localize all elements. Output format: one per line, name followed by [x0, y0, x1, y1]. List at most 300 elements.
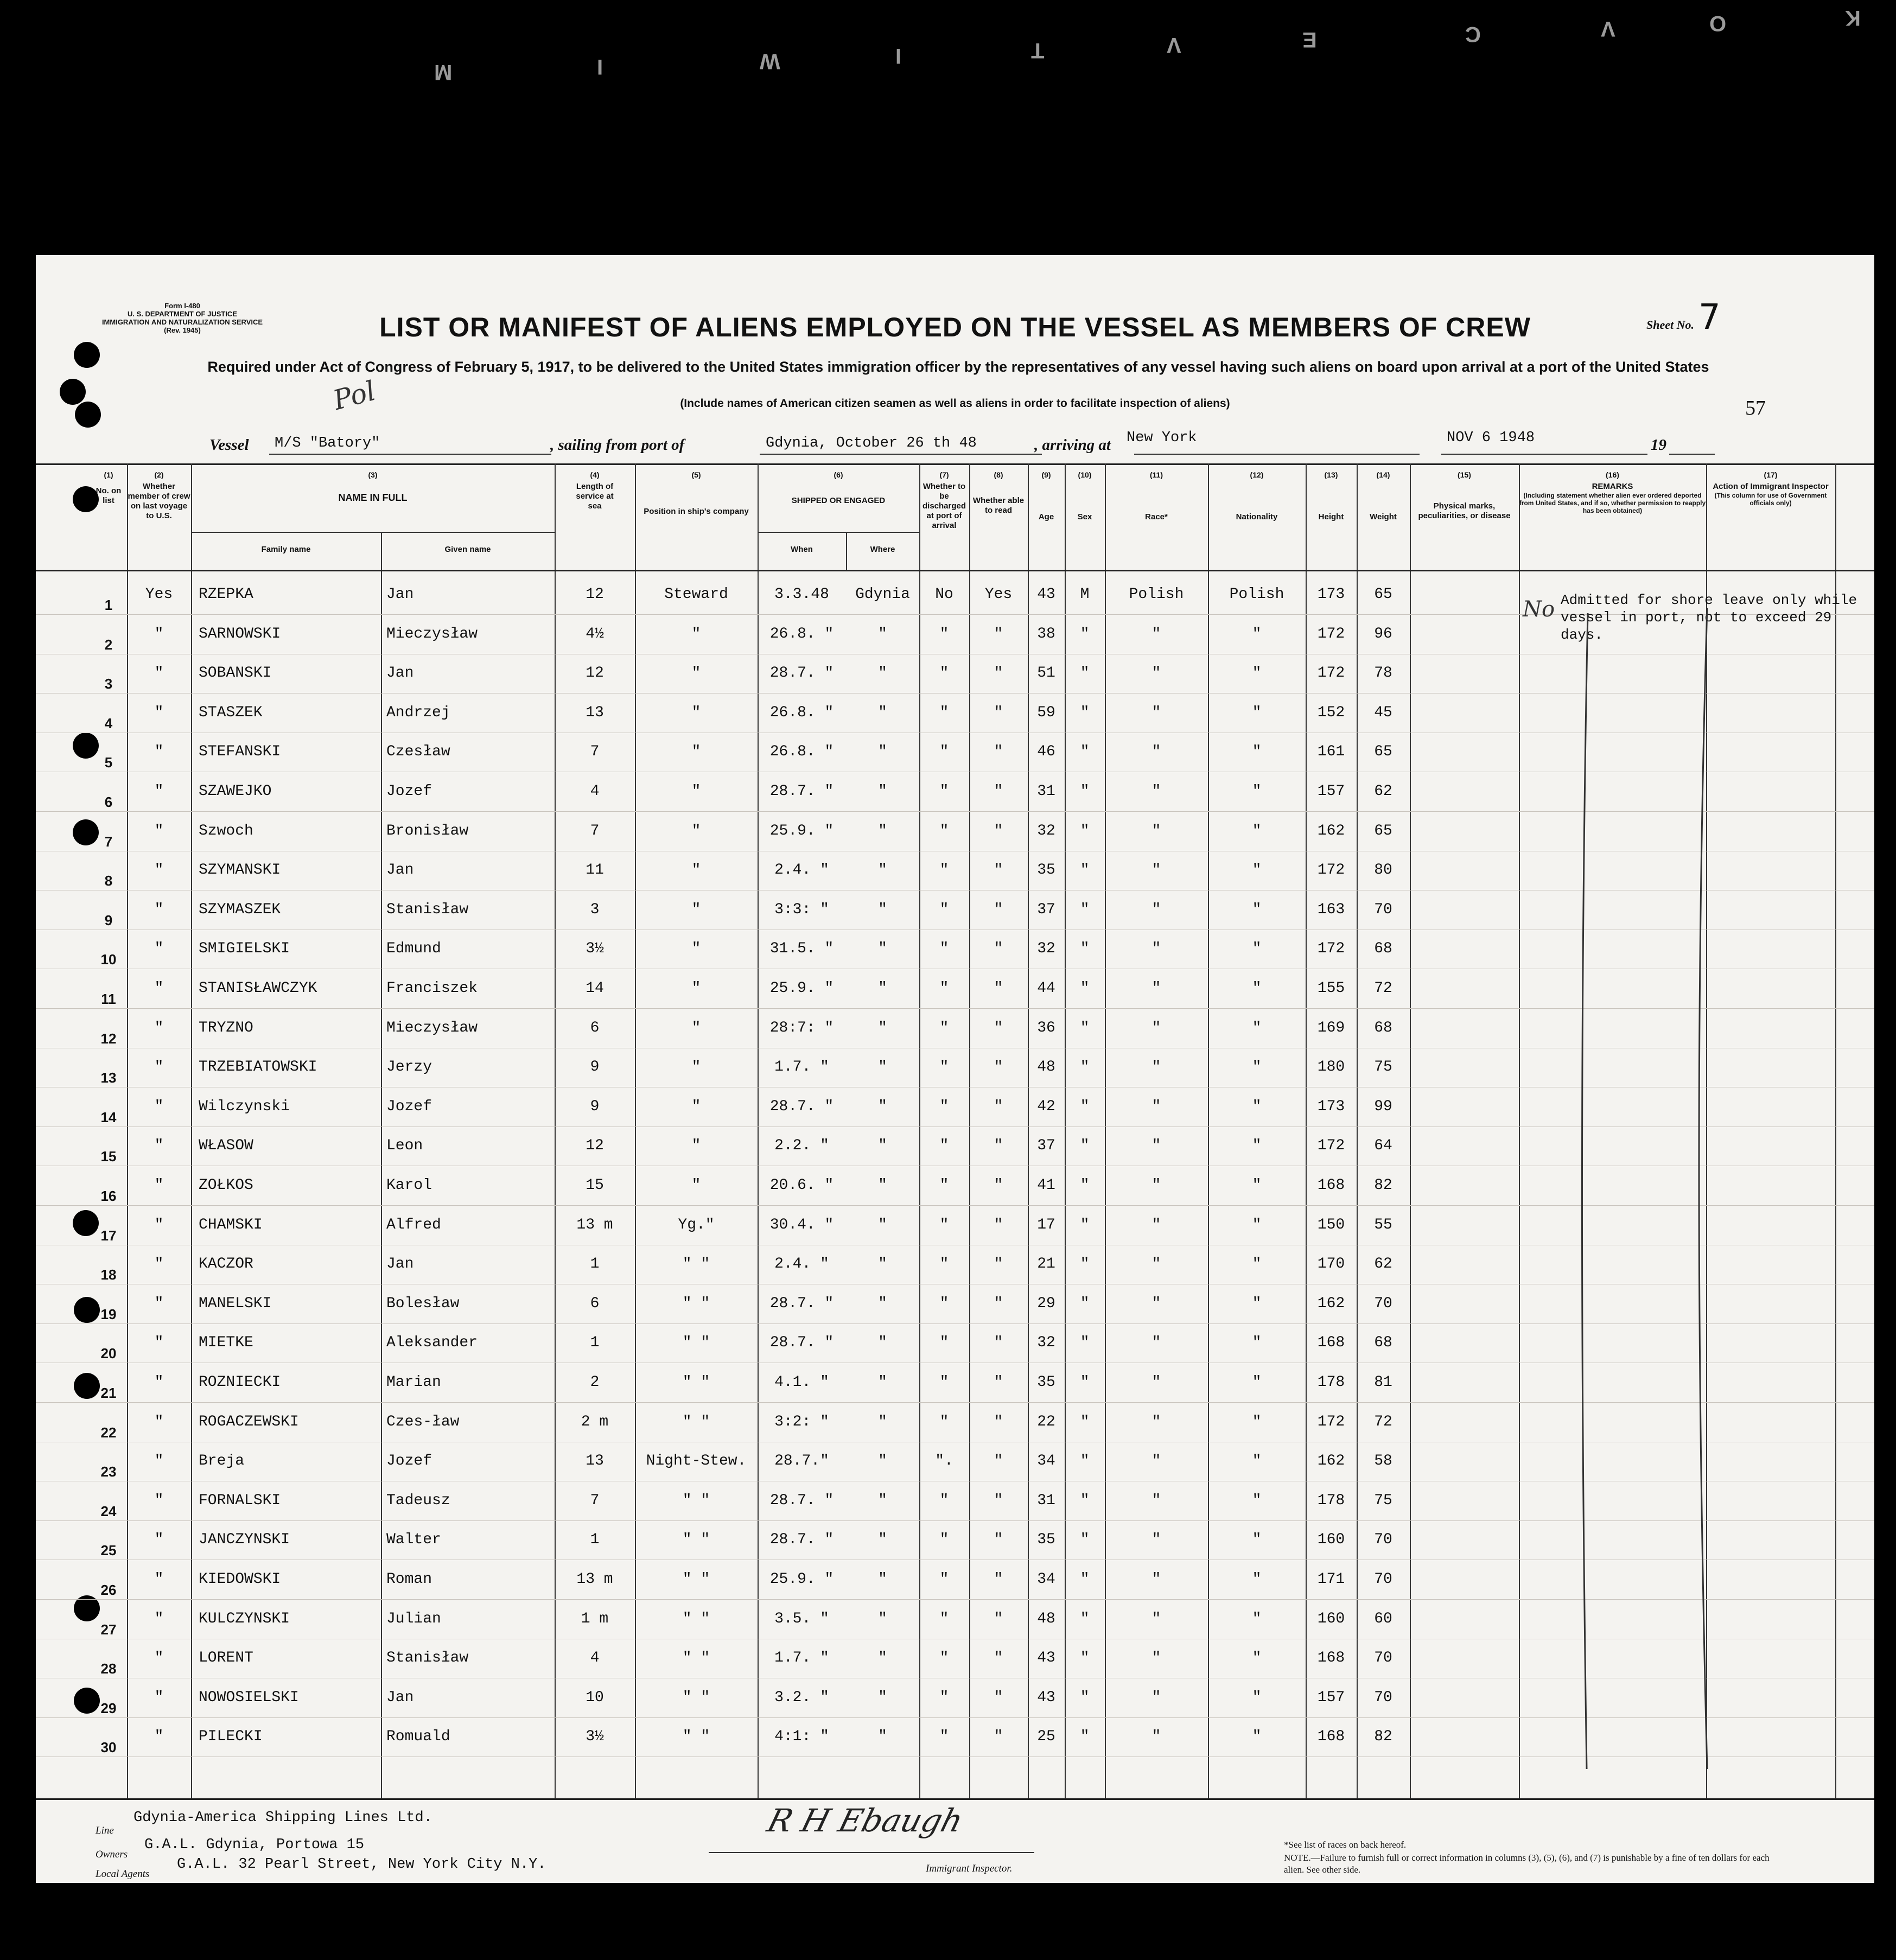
- given-name-cell: Jozef: [386, 1453, 432, 1470]
- family-name-cell: KACZOR: [199, 1256, 253, 1273]
- last-voyage-cell: ": [154, 1413, 164, 1430]
- discharged-cell: ": [939, 1610, 949, 1627]
- height-cell: 157: [1317, 783, 1345, 800]
- age-cell: 48: [1037, 1610, 1055, 1627]
- race-cell: ": [1151, 1295, 1161, 1312]
- discharged-cell: ": [939, 783, 949, 800]
- shipped-where-cell: ": [878, 704, 887, 721]
- shipped-when-cell: 3:2: ": [774, 1413, 829, 1430]
- discharged-cell: ": [939, 1492, 949, 1509]
- race-cell: ": [1151, 1256, 1161, 1273]
- able-to-read-cell: ": [994, 1256, 1003, 1273]
- given-name-cell: Jan: [386, 1256, 414, 1273]
- discharged-cell: ": [939, 743, 949, 761]
- sex-cell: ": [1080, 625, 1090, 642]
- inspector-label: Immigrant Inspector.: [926, 1863, 1013, 1874]
- film-edge-markings: [0, 0, 1896, 84]
- nationality-cell: ": [1252, 625, 1262, 642]
- weight-cell: 55: [1374, 1216, 1392, 1233]
- race-cell: ": [1151, 1137, 1161, 1155]
- family-name-cell: MANELSKI: [199, 1295, 272, 1312]
- able-to-read-cell: ": [994, 1453, 1003, 1470]
- service-length-cell: 3½: [586, 1728, 604, 1746]
- last-voyage-cell: ": [154, 1216, 164, 1233]
- nationality-cell: ": [1252, 980, 1262, 997]
- given-name-cell: Romuald: [386, 1728, 450, 1746]
- shipped-where-cell: ": [878, 1650, 887, 1667]
- sex-cell: ": [1080, 1728, 1090, 1746]
- able-to-read-cell: ": [994, 1571, 1003, 1588]
- nationality-cell: ": [1252, 1492, 1262, 1509]
- sex-cell: ": [1080, 1019, 1090, 1036]
- height-cell: 172: [1317, 1137, 1345, 1155]
- position-cell: " ": [682, 1610, 710, 1627]
- nationality-cell: ": [1252, 1689, 1262, 1706]
- shipped-when-cell: 28.7. ": [769, 665, 834, 682]
- able-to-read-cell: ": [994, 1019, 1003, 1036]
- able-to-read-cell: ": [994, 1216, 1003, 1233]
- able-to-read-cell: ": [994, 625, 1003, 642]
- given-name-cell: Marian: [386, 1374, 441, 1391]
- family-name-cell: SMIGIELSKI: [199, 940, 290, 958]
- age-cell: 35: [1037, 862, 1055, 879]
- position-cell: ": [691, 862, 701, 879]
- shipped-when-cell: 26.8. ": [769, 743, 834, 761]
- age-cell: 42: [1037, 1098, 1055, 1115]
- shipped-when-cell: 25.9. ": [769, 822, 834, 839]
- race-cell: ": [1151, 625, 1161, 642]
- shipped-when-cell: 31.5. ": [769, 940, 834, 958]
- sailing-label: , sailing from port of: [550, 436, 685, 454]
- sex-cell: ": [1080, 901, 1090, 918]
- sex-cell: ": [1080, 1531, 1090, 1549]
- able-to-read-cell: ": [994, 1059, 1003, 1076]
- nationality-cell: ": [1252, 1059, 1262, 1076]
- sex-cell: ": [1080, 665, 1090, 682]
- position-cell: ": [691, 625, 701, 642]
- discharged-cell: No: [935, 586, 953, 603]
- service-length-cell: 13: [586, 1453, 604, 1470]
- weight-cell: 65: [1374, 822, 1392, 839]
- family-name-cell: SZAWEJKO: [199, 783, 272, 800]
- able-to-read-cell: ": [994, 1374, 1003, 1391]
- shipped-when-cell: 1.7. ": [774, 1650, 829, 1667]
- row-number-cell: 12: [100, 1030, 117, 1047]
- race-cell: ": [1151, 1059, 1161, 1076]
- owners-value: G.A.L. Gdynia, Portowa 15: [144, 1837, 365, 1853]
- row-number-cell: 7: [104, 833, 113, 850]
- height-cell: 170: [1317, 1256, 1345, 1273]
- shipped-where-cell: ": [878, 980, 887, 997]
- given-name-cell: Walter: [386, 1531, 441, 1549]
- last-voyage-cell: ": [154, 1137, 164, 1155]
- shipped-where-cell: ": [878, 1295, 887, 1312]
- row-number-cell: 28: [100, 1660, 117, 1677]
- row-number-cell: 19: [100, 1306, 117, 1322]
- age-cell: 35: [1037, 1531, 1055, 1549]
- last-voyage-cell: ": [154, 1571, 164, 1588]
- discharged-cell: ": [939, 1413, 949, 1430]
- row-number-cell: 25: [100, 1542, 117, 1559]
- family-name-cell: PILECKI: [199, 1728, 263, 1746]
- discharged-cell: ": [939, 1059, 949, 1076]
- family-name-cell: Wilczynski: [199, 1098, 290, 1115]
- shipped-when-cell: 28.7. ": [769, 1295, 834, 1312]
- family-name-cell: ROGACZEWSKI: [199, 1413, 299, 1430]
- weight-cell: 81: [1374, 1374, 1392, 1391]
- weight-cell: 70: [1374, 901, 1392, 918]
- film-edge-letter: W: [760, 49, 780, 73]
- race-cell: ": [1151, 665, 1161, 682]
- age-cell: 34: [1037, 1453, 1055, 1470]
- service-length-cell: 12: [586, 665, 604, 682]
- nationality-cell: ": [1252, 940, 1262, 958]
- shipped-when-cell: 20.6. ": [769, 1177, 834, 1194]
- height-cell: 172: [1317, 862, 1345, 879]
- service-length-cell: 12: [586, 1137, 604, 1155]
- age-cell: 48: [1037, 1059, 1055, 1076]
- able-to-read-cell: ": [994, 822, 1003, 839]
- shipped-when-cell: 3.5. ": [774, 1610, 829, 1627]
- given-name-cell: Stanisław: [386, 901, 469, 918]
- position-cell: ": [691, 822, 701, 839]
- discharged-cell: ".: [935, 1453, 953, 1470]
- service-length-cell: 14: [586, 980, 604, 997]
- sex-cell: ": [1080, 940, 1090, 958]
- owners-label: Owners: [96, 1849, 128, 1860]
- penalty-note: NOTE.—Failure to furnish full or correct information in columns (3), (5), (6), and (7) is punishable by a fine of ten dollars for each alien. See other side.: [1284, 1853, 1770, 1875]
- race-cell: ": [1151, 940, 1161, 958]
- page-number: 57: [1745, 397, 1766, 419]
- given-name-cell: Tadeusz: [386, 1492, 450, 1509]
- sex-cell: M: [1080, 586, 1090, 603]
- race-cell: ": [1151, 1492, 1161, 1509]
- race-cell: ": [1151, 1019, 1161, 1036]
- height-cell: 171: [1317, 1571, 1345, 1588]
- row-number-cell: 6: [104, 794, 113, 810]
- sex-cell: ": [1080, 1295, 1090, 1312]
- position-cell: ": [691, 1059, 701, 1076]
- age-cell: 38: [1037, 625, 1055, 642]
- last-voyage-cell: ": [154, 665, 164, 682]
- position-cell: " ": [682, 1334, 710, 1352]
- shipped-where-cell: ": [878, 1374, 887, 1391]
- row-number-cell: 4: [104, 715, 113, 731]
- last-voyage-cell: ": [154, 783, 164, 800]
- shipped-where-cell: ": [878, 1492, 887, 1509]
- arriving-at: New York: [1127, 430, 1197, 446]
- shipped-when-cell: 2.2. ": [774, 1137, 829, 1155]
- race-cell: ": [1151, 783, 1161, 800]
- row-number-cell: 15: [100, 1148, 117, 1165]
- height-cell: 178: [1317, 1492, 1345, 1509]
- row-number-cell: 18: [100, 1267, 117, 1283]
- able-to-read-cell: ": [994, 980, 1003, 997]
- height-cell: 155: [1317, 980, 1345, 997]
- family-name-cell: WŁASOW: [199, 1137, 253, 1155]
- shipped-when-cell: 26.8. ": [769, 625, 834, 642]
- shipped-when-cell: 2.4. ": [774, 1256, 829, 1273]
- able-to-read-cell: ": [994, 1610, 1003, 1627]
- vessel-label: Vessel: [209, 436, 249, 454]
- row-number-cell: 17: [100, 1227, 117, 1244]
- able-to-read-cell: ": [994, 1531, 1003, 1549]
- family-name-cell: KIEDOWSKI: [199, 1571, 281, 1588]
- handwritten-mark: Pol: [329, 374, 379, 417]
- last-voyage-cell: ": [154, 1492, 164, 1509]
- height-cell: 150: [1317, 1216, 1345, 1233]
- family-name-cell: Breja: [199, 1453, 245, 1470]
- age-cell: 31: [1037, 783, 1055, 800]
- shipped-where-cell: ": [878, 1413, 887, 1430]
- age-cell: 43: [1037, 1689, 1055, 1706]
- shipped-where-cell: ": [878, 940, 887, 958]
- height-cell: 172: [1317, 625, 1345, 642]
- position-cell: " ": [682, 1492, 710, 1509]
- given-name-cell: Jan: [386, 862, 414, 879]
- family-name-cell: SZYMASZEK: [199, 901, 281, 918]
- race-cell: ": [1151, 743, 1161, 761]
- row-number-cell: 30: [100, 1739, 117, 1756]
- service-length-cell: 13 m: [576, 1571, 613, 1588]
- weight-cell: 60: [1374, 1610, 1392, 1627]
- position-cell: Night-Stew.: [646, 1453, 747, 1470]
- row-number-cell: 8: [104, 873, 113, 889]
- race-cell: ": [1151, 1216, 1161, 1233]
- service-length-cell: 4: [590, 783, 600, 800]
- position-cell: " ": [682, 1374, 710, 1391]
- given-name-cell: Jerzy: [386, 1059, 432, 1076]
- position-cell: " ": [682, 1728, 710, 1746]
- film-edge-letter: K: [1845, 6, 1861, 30]
- row-number-cell: 9: [104, 912, 113, 928]
- nationality-cell: Polish: [1229, 586, 1284, 603]
- line-label: Line: [96, 1825, 114, 1836]
- family-name-cell: SOBANSKI: [199, 665, 272, 682]
- nationality-cell: ": [1252, 1610, 1262, 1627]
- height-cell: 168: [1317, 1177, 1345, 1194]
- film-edge-letter: C: [1465, 22, 1481, 46]
- race-cell: Polish: [1129, 586, 1184, 603]
- age-cell: 31: [1037, 1492, 1055, 1509]
- age-cell: 17: [1037, 1216, 1055, 1233]
- shipped-where-cell: ": [878, 1689, 887, 1706]
- discharged-cell: ": [939, 1689, 949, 1706]
- page-subnote: (Include names of American citizen seamen as well as aliens in order to facilitate inspection of aliens): [680, 397, 1230, 410]
- service-length-cell: 2: [590, 1374, 600, 1391]
- service-length-cell: 13: [586, 704, 604, 721]
- shipped-when-cell: 3.2. ": [774, 1689, 829, 1706]
- service-length-cell: 6: [590, 1019, 600, 1036]
- nationality-cell: ": [1252, 1413, 1262, 1430]
- service-length-cell: 9: [590, 1098, 600, 1115]
- film-edge-letter: T: [1031, 39, 1045, 62]
- family-name-cell: SZYMANSKI: [199, 862, 281, 879]
- able-to-read-cell: ": [994, 901, 1003, 918]
- race-cell: ": [1151, 1177, 1161, 1194]
- shipped-where-cell: ": [878, 1177, 887, 1194]
- family-name-cell: ZOŁKOS: [199, 1177, 253, 1194]
- sex-cell: ": [1080, 1177, 1090, 1194]
- weight-cell: 70: [1374, 1531, 1392, 1549]
- discharged-cell: ": [939, 1728, 949, 1746]
- family-name-cell: NOWOSIELSKI: [199, 1689, 299, 1706]
- shipped-where-cell: ": [878, 822, 887, 839]
- nationality-cell: ": [1252, 862, 1262, 879]
- last-voyage-cell: ": [154, 1098, 164, 1115]
- height-cell: 162: [1317, 822, 1345, 839]
- sex-cell: ": [1080, 980, 1090, 997]
- weight-cell: 62: [1374, 783, 1392, 800]
- able-to-read-cell: ": [994, 1137, 1003, 1155]
- age-cell: 34: [1037, 1571, 1055, 1588]
- sex-cell: ": [1080, 1453, 1090, 1470]
- position-cell: ": [691, 1098, 701, 1115]
- age-cell: 32: [1037, 822, 1055, 839]
- family-name-cell: JANCZYNSKI: [199, 1531, 290, 1549]
- able-to-read-cell: ": [994, 862, 1003, 879]
- weight-cell: 78: [1374, 665, 1392, 682]
- discharged-cell: ": [939, 1098, 949, 1115]
- able-to-read-cell: ": [994, 1295, 1003, 1312]
- race-cell: ": [1151, 1610, 1161, 1627]
- shipped-where-cell: ": [878, 1098, 887, 1115]
- shipped-where-cell: ": [878, 1453, 887, 1470]
- able-to-read-cell: ": [994, 1492, 1003, 1509]
- family-name-cell: ROZNIECKI: [199, 1374, 281, 1391]
- position-cell: ": [691, 665, 701, 682]
- shipped-where-cell: ": [878, 1571, 887, 1588]
- shipped-when-cell: 25.9. ": [769, 980, 834, 997]
- arriving-label: , arriving at: [1034, 436, 1111, 454]
- shipped-when-cell: 28.7. ": [769, 783, 834, 800]
- age-cell: 51: [1037, 665, 1055, 682]
- position-cell: " ": [682, 1413, 710, 1430]
- given-name-cell: Jozef: [386, 1098, 432, 1115]
- discharged-cell: ": [939, 862, 949, 879]
- position-cell: " ": [682, 1571, 710, 1588]
- weight-cell: 70: [1374, 1295, 1392, 1312]
- film-edge-letter: I: [895, 44, 902, 68]
- shipped-when-cell: 28.7.": [774, 1453, 829, 1470]
- last-voyage-cell: ": [154, 940, 164, 958]
- shipped-where-cell: ": [878, 1019, 887, 1036]
- given-name-cell: Mieczysław: [386, 625, 478, 642]
- service-length-cell: 7: [590, 822, 600, 839]
- nationality-cell: ": [1252, 1531, 1262, 1549]
- discharged-cell: ": [939, 1334, 949, 1352]
- shipped-where-cell: ": [878, 625, 887, 642]
- height-cell: 172: [1317, 1413, 1345, 1430]
- weight-cell: 70: [1374, 1689, 1392, 1706]
- discharged-cell: ": [939, 980, 949, 997]
- age-cell: 37: [1037, 1137, 1055, 1155]
- race-cell: ": [1151, 1689, 1161, 1706]
- position-cell: ": [691, 901, 701, 918]
- given-name-cell: Czesław: [386, 743, 450, 761]
- service-length-cell: 1: [590, 1531, 600, 1549]
- shipped-where-cell: ": [878, 783, 887, 800]
- film-edge-letter: M: [434, 60, 453, 84]
- weight-cell: 65: [1374, 743, 1392, 761]
- weight-cell: 72: [1374, 980, 1392, 997]
- row-number-cell: 16: [100, 1188, 117, 1204]
- race-cell: ": [1151, 1334, 1161, 1352]
- age-cell: 25: [1037, 1728, 1055, 1746]
- handwritten-brackets: [1544, 602, 1729, 1785]
- service-length-cell: 12: [586, 586, 604, 603]
- given-name-cell: Jan: [386, 665, 414, 682]
- weight-cell: 82: [1374, 1177, 1392, 1194]
- weight-cell: 75: [1374, 1059, 1392, 1076]
- last-voyage-cell: ": [154, 1689, 164, 1706]
- age-cell: 36: [1037, 1019, 1055, 1036]
- family-name-cell: Szwoch: [199, 822, 253, 839]
- nationality-cell: ": [1252, 1374, 1262, 1391]
- height-cell: 169: [1317, 1019, 1345, 1036]
- race-cell: ": [1151, 1728, 1161, 1746]
- service-length-cell: 1: [590, 1334, 600, 1352]
- family-name-cell: RZEPKA: [199, 586, 253, 603]
- nationality-cell: ": [1252, 1098, 1262, 1115]
- race-cell: ": [1151, 1571, 1161, 1588]
- last-voyage-cell: ": [154, 1453, 164, 1470]
- shipped-where-cell: ": [878, 1256, 887, 1273]
- last-voyage-cell: ": [154, 1531, 164, 1549]
- given-name-cell: Czes-ław: [386, 1413, 460, 1430]
- position-cell: Yg.": [678, 1216, 715, 1233]
- shipped-where-cell: ": [878, 862, 887, 879]
- position-cell: ": [691, 1019, 701, 1036]
- family-name-cell: STANISŁAWCZYK: [199, 980, 317, 997]
- height-cell: 180: [1317, 1059, 1345, 1076]
- film-edge-letter: O: [1709, 11, 1727, 35]
- sex-cell: ": [1080, 822, 1090, 839]
- remarks-text: Admitted for shore leave only while vessel in port, not to exceed 29 days.: [1561, 592, 1857, 643]
- given-name-cell: Aleksander: [386, 1334, 478, 1352]
- row-number-cell: 22: [100, 1424, 117, 1441]
- height-cell: 173: [1317, 586, 1345, 603]
- position-cell: " ": [682, 1295, 710, 1312]
- service-length-cell: 2 m: [581, 1413, 609, 1430]
- height-cell: 162: [1317, 1453, 1345, 1470]
- age-cell: 43: [1037, 586, 1055, 603]
- discharged-cell: ": [939, 1137, 949, 1155]
- nationality-cell: ": [1252, 1453, 1262, 1470]
- weight-cell: 68: [1374, 1334, 1392, 1352]
- service-length-cell: 10: [586, 1689, 604, 1706]
- row-number-cell: 13: [100, 1070, 117, 1086]
- row-number-cell: 5: [104, 754, 113, 771]
- shipped-when-cell: 3:3: ": [774, 901, 829, 918]
- nationality-cell: ": [1252, 1177, 1262, 1194]
- discharged-cell: ": [939, 940, 949, 958]
- shipped-where-cell: ": [878, 1334, 887, 1352]
- shipped-where-cell: ": [878, 1059, 887, 1076]
- service-length-cell: 9: [590, 1059, 600, 1076]
- race-cell: ": [1151, 1453, 1161, 1470]
- discharged-cell: ": [939, 1571, 949, 1588]
- weight-cell: 68: [1374, 1019, 1392, 1036]
- height-cell: 161: [1317, 743, 1345, 761]
- sex-cell: ": [1080, 1216, 1090, 1233]
- shipped-when-cell: 4:1: ": [774, 1728, 829, 1746]
- last-voyage-cell: ": [154, 1059, 164, 1076]
- nationality-cell: ": [1252, 1334, 1262, 1352]
- height-cell: 163: [1317, 901, 1345, 918]
- nationality-cell: ": [1252, 1216, 1262, 1233]
- able-to-read-cell: ": [994, 704, 1003, 721]
